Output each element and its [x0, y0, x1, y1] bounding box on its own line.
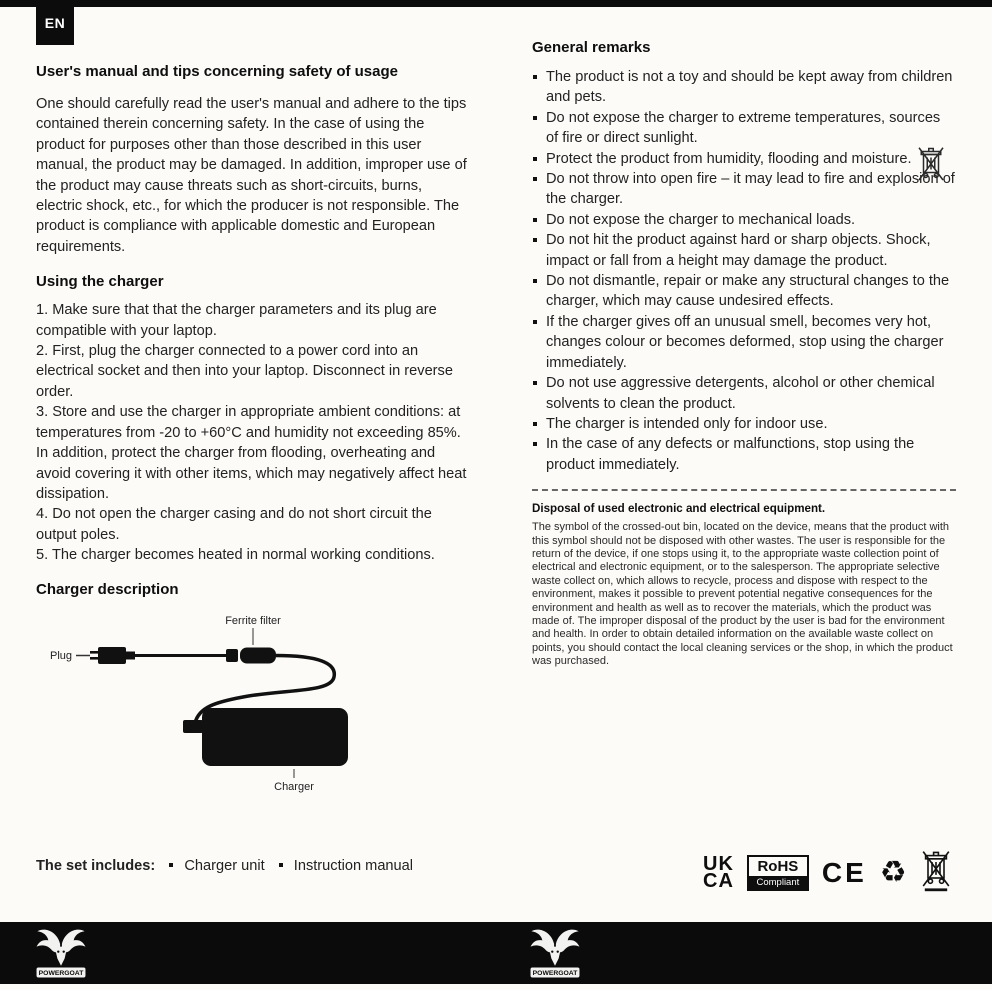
remark-item: If the charger gives off an unusual smell, becomes very hot, changes colour or becomes deformed, stop using the charger immediately.: [532, 312, 956, 373]
top-black-bar: [0, 0, 992, 7]
ukca-line2: CA: [703, 869, 734, 892]
plug-label: Plug: [50, 649, 73, 662]
powergoat-wordmark: POWERGOAT: [532, 970, 578, 978]
dc-connector: [183, 720, 203, 733]
remark-item: The product is not a toy and should be kept away from children and pets.: [532, 67, 956, 108]
charger-description-heading: Charger description: [36, 580, 179, 598]
powergoat-logo: [526, 924, 584, 987]
safety-heading: User's manual and tips concerning safety of usage: [36, 63, 398, 80]
step-item: 1. Make sure that that the charger parameters and its plug are compatible with your laptop.: [36, 302, 437, 339]
left-column: [36, 62, 469, 799]
rohs-compliant-label: Compliant: [749, 876, 807, 889]
general-remarks-heading: General remarks: [532, 39, 651, 56]
charger-label: Charger: [274, 780, 314, 793]
weee-crossed-bin-icon: [916, 142, 946, 193]
using-charger-heading: Using the charger: [36, 273, 164, 291]
compliance-marks: [703, 846, 952, 899]
set-includes-item: Charger unit: [184, 858, 265, 874]
ce-mark: CE: [821, 856, 867, 888]
charger-diagram: [38, 612, 469, 799]
step-item: 3. Store and use the charger in appropriate ambient conditions: at temperatures from -20 to +60°C and humidity not exceeding 85%. In addition, protect the charger from flooding, overheating and avoid covering it with other items, which may negatively affect heat dissipation.: [36, 404, 467, 502]
set-includes-label: The set includes:: [36, 858, 156, 874]
remark-item: In the case of any defects or malfunctions, stop using the product immediately.: [532, 434, 956, 475]
safety-paragraph: One should carefully read the user's manual and adhere to the tips contained therein concerning safety. In the case of using the product for purposes other than those described in this user manual, the product may be damaged. In addition, improper use of the product may cause threats such as short-circuits, burns, electric shock, etc., for which the producer is not responsible. The product is compliance with applicable domestic and European requirements.: [36, 96, 467, 255]
charger-diagram-svg: [38, 612, 368, 794]
footer-band: [0, 922, 992, 984]
charger-brick-icon: [202, 708, 348, 766]
powergoat-wordmark: POWERGOAT: [38, 970, 84, 978]
remark-item: Protect the product from humidity, flooding and moisture.: [532, 149, 956, 169]
remark-item: Do not use aggressive detergents, alcohol or other chemical solvents to clean the product.: [532, 373, 956, 414]
remark-item: Do not hit the product against hard or sharp objects. Shock, impact or fall from a height may damage the product.: [532, 230, 956, 271]
remark-item: Do not throw into open fire – it may lead to fire and explosion of the charger.: [532, 169, 956, 210]
step-item: 5. The charger becomes heated in normal working conditions.: [36, 547, 435, 564]
remark-item: The charger is intended only for indoor use.: [532, 414, 956, 434]
powergoat-logo: [32, 924, 90, 987]
rohs-mark: [747, 855, 809, 891]
ferrite-filter-label: Ferrite filter: [225, 614, 281, 627]
right-column: [532, 38, 956, 669]
general-remarks-list: [532, 67, 956, 475]
disposal-paragraph: The symbol of the crossed-out bin, located on the device, means that the product with this symbol should not be disposed with other wastes. The user is responsible for the return of the device, if one stops using it, to the appropriate waste collection point of electrical and electronic equipment, or to the salesperson. The appropriate selective waste collect on, which allows to recycle, process and dispose with respect to the environment, makes it possible to prevent potential negative consequences for the environment and health as well as to recover the materials, which the product was made of. The improper disposal of the product by the user is bad for the environment and health. In order to obtain detailed information on the available waste collect on points, you should contact the local cleaning services or the shop, in which the product was purchased.: [532, 521, 953, 668]
ferrite-filter-icon: [240, 647, 276, 663]
using-charger-steps: [36, 300, 469, 565]
language-badge: EN: [36, 0, 74, 45]
disposal-heading: Disposal of used electronic and electrical equipment.: [532, 502, 826, 516]
rohs-label: RoHS: [757, 857, 799, 875]
set-includes-line: [36, 858, 413, 874]
plug-icon: [90, 647, 135, 664]
remark-item: Do not dismantle, repair or make any structural changes to the charger, which may cause undesired effects.: [532, 271, 956, 312]
weee-crossed-bin-icon: [920, 846, 952, 899]
dashed-divider: [532, 489, 956, 491]
remark-item: Do not expose the charger to extreme temperatures, sources of fire or direct sunlight.: [532, 108, 956, 149]
cable-connector: [226, 649, 238, 662]
recycle-icon: ♻: [879, 855, 907, 889]
bullet-icon: [169, 863, 173, 867]
step-item: 2. First, plug the charger connected to a power cord into an electrical socket and then into your laptop. Disconnect in reverse order.: [36, 343, 453, 400]
set-includes-item: Instruction manual: [293, 858, 414, 874]
remark-item: Do not expose the charger to mechanical loads.: [532, 210, 956, 230]
ukca-mark: [703, 852, 734, 892]
bullet-icon: [279, 863, 283, 867]
step-item: 4. Do not open the charger casing and do not short circuit the output poles.: [36, 506, 432, 543]
ukca-line1: UK: [703, 852, 734, 875]
